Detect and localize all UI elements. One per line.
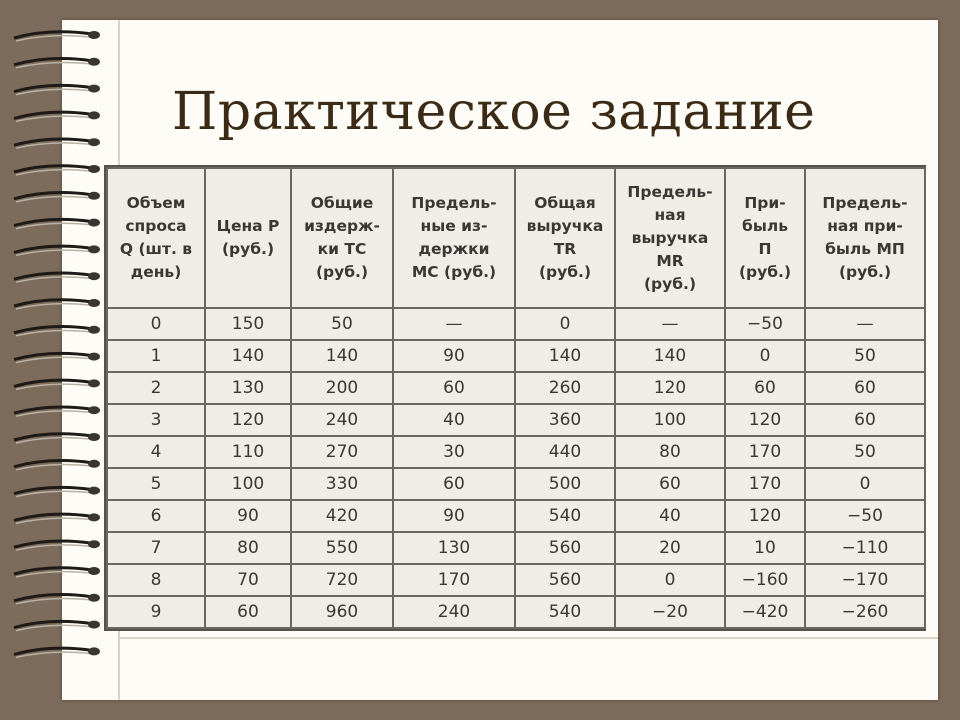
table-cell: 120 [615, 372, 725, 404]
table-cell: 60 [725, 372, 805, 404]
table-cell: 80 [205, 532, 291, 564]
table-cell: 0 [615, 564, 725, 596]
table-cell: 140 [615, 340, 725, 372]
table-cell: 440 [515, 436, 615, 468]
table-cell: 9 [107, 596, 205, 628]
table-cell: 60 [805, 404, 925, 436]
table-body [107, 308, 925, 628]
table-cell: 540 [515, 500, 615, 532]
table-cell: 540 [515, 596, 615, 628]
table-cell: 6 [107, 500, 205, 532]
table-cell: 50 [805, 436, 925, 468]
table-cell: 170 [725, 436, 805, 468]
table-cell: 130 [205, 372, 291, 404]
table-cell: 130 [393, 532, 515, 564]
table-cell: 10 [725, 532, 805, 564]
table-cell: 360 [515, 404, 615, 436]
header-cell: Общая выручка TR (руб.) [515, 168, 615, 308]
table-cell: 0 [515, 308, 615, 340]
table-cell: 100 [615, 404, 725, 436]
table-cell: 960 [291, 596, 393, 628]
table-cell: −260 [805, 596, 925, 628]
bottom-rule [118, 637, 938, 639]
table-cell: −50 [805, 500, 925, 532]
table-row [107, 404, 925, 436]
table-cell: 170 [393, 564, 515, 596]
table-cell: 140 [515, 340, 615, 372]
table-cell: 550 [291, 532, 393, 564]
table-cell: 330 [291, 468, 393, 500]
table-cell: 260 [515, 372, 615, 404]
table-cell: 4 [107, 436, 205, 468]
table-cell: 60 [205, 596, 291, 628]
table-cell: −20 [615, 596, 725, 628]
table-cell: 60 [393, 372, 515, 404]
table-cell: 90 [393, 500, 515, 532]
table-cell: 50 [291, 308, 393, 340]
table-cell: 120 [725, 500, 805, 532]
table-cell: 40 [393, 404, 515, 436]
header-cell: Предель- ная выручка MR (руб.) [615, 168, 725, 308]
table-cell: 60 [805, 372, 925, 404]
table-cell: 560 [515, 532, 615, 564]
table-cell: −160 [725, 564, 805, 596]
table-cell: 1 [107, 340, 205, 372]
table-cell: −170 [805, 564, 925, 596]
table-cell: 720 [291, 564, 393, 596]
table-row [107, 564, 925, 596]
data-table-container [104, 165, 926, 631]
table-cell: 240 [291, 404, 393, 436]
table-cell: 110 [205, 436, 291, 468]
table-cell: 70 [205, 564, 291, 596]
table-cell: 90 [205, 500, 291, 532]
table-cell: 560 [515, 564, 615, 596]
page-title: Практическое задание [172, 82, 816, 142]
table-cell: 500 [515, 468, 615, 500]
table-cell: 100 [205, 468, 291, 500]
table-cell: 200 [291, 372, 393, 404]
table-header-row [107, 168, 925, 308]
table-cell: 3 [107, 404, 205, 436]
table-cell: 140 [205, 340, 291, 372]
table-cell: — [615, 308, 725, 340]
table-cell: −110 [805, 532, 925, 564]
table-cell: 120 [205, 404, 291, 436]
header-cell: Объем спроса Q (шт. в день) [107, 168, 205, 308]
header-cell: При- быль П (руб.) [725, 168, 805, 308]
table-cell: 60 [393, 468, 515, 500]
table-cell: 80 [615, 436, 725, 468]
table-row [107, 532, 925, 564]
table-cell: 270 [291, 436, 393, 468]
table-cell: 20 [615, 532, 725, 564]
table-cell: — [393, 308, 515, 340]
table-cell: 140 [291, 340, 393, 372]
table-cell: 30 [393, 436, 515, 468]
header-cell: Общие издерж- ки TC (руб.) [291, 168, 393, 308]
table-cell: 90 [393, 340, 515, 372]
table-row [107, 436, 925, 468]
header-cell: Цена P (руб.) [205, 168, 291, 308]
table-cell: 50 [805, 340, 925, 372]
table-cell: 120 [725, 404, 805, 436]
header-cell: Предель- ные из- держки MC (руб.) [393, 168, 515, 308]
slide [62, 20, 938, 700]
table-row [107, 308, 925, 340]
table-cell: −420 [725, 596, 805, 628]
header-cell: Предель- ная при- быль МП (руб.) [805, 168, 925, 308]
data-table [106, 167, 926, 629]
table-cell: 40 [615, 500, 725, 532]
table-cell: 150 [205, 308, 291, 340]
table-cell: 60 [615, 468, 725, 500]
table-row [107, 372, 925, 404]
table-cell: 240 [393, 596, 515, 628]
table-cell: −50 [725, 308, 805, 340]
table-row [107, 596, 925, 628]
table-row [107, 340, 925, 372]
table-cell: 2 [107, 372, 205, 404]
table-cell: 0 [107, 308, 205, 340]
table-row [107, 500, 925, 532]
table-cell: — [805, 308, 925, 340]
table-cell: 170 [725, 468, 805, 500]
table-cell: 5 [107, 468, 205, 500]
table-cell: 0 [805, 468, 925, 500]
table-cell: 7 [107, 532, 205, 564]
table-cell: 420 [291, 500, 393, 532]
table-cell: 8 [107, 564, 205, 596]
table-cell: 0 [725, 340, 805, 372]
table-row [107, 468, 925, 500]
